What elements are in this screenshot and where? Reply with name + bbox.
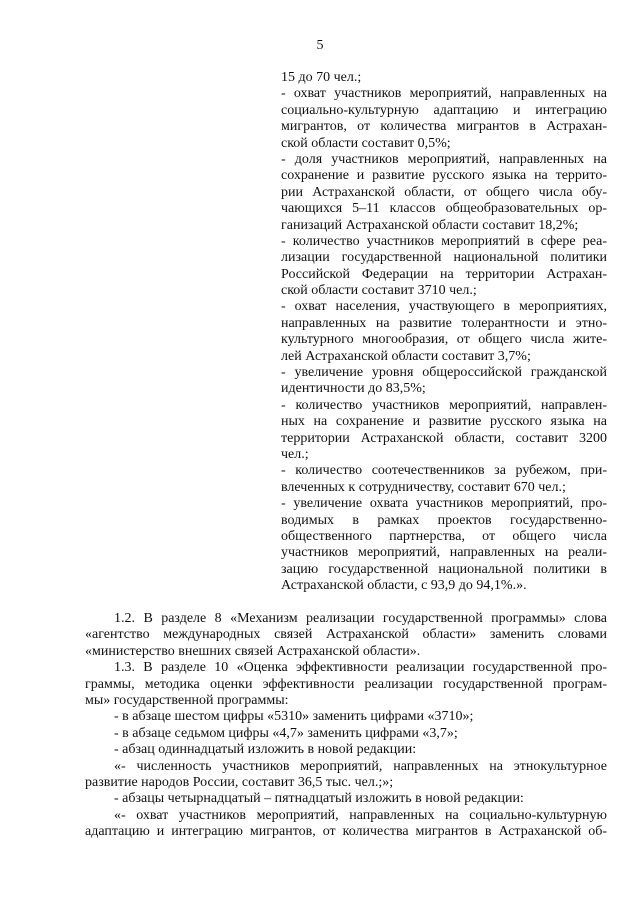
text-line: направленных на развитие толерантности и этно- <box>281 315 607 331</box>
text-line: лей Астраханской области составит 3,7%; <box>281 348 531 364</box>
text-line: участников мероприятий, направленных на реали- <box>281 545 607 561</box>
text-line: «- численность участников мероприятий, направленных на этнокультурное <box>114 758 607 774</box>
text-line: лизации государственной национальной политики <box>281 250 607 266</box>
text-line: 1.2. В разделе 8 «Механизм реализации государственной программы» слова <box>114 611 607 626</box>
text-line: Российской Федерации на территории Астрахан- <box>281 266 607 282</box>
text-line: - в абзаце шестом цифры «5310» заменить цифрами «3710»; <box>114 709 474 725</box>
text-line: сохранение и развитие русского языка на террито- <box>281 168 607 184</box>
text-line: - увеличение уровня общероссийской гражданской <box>281 365 607 381</box>
text-line: «- охват участников мероприятий, направленных на социально-культурную <box>114 807 607 823</box>
text-line: - количество участников мероприятий, направлен- <box>281 397 607 413</box>
text-line: ской области составит 3710 чел.; <box>281 283 477 299</box>
text-line: чел.; <box>281 446 309 462</box>
text-line: чающихся 5–11 классов общеобразовательных ор- <box>281 201 607 217</box>
text-line: Астраханской области, с 93,9 до 94,1%.». <box>281 578 527 594</box>
text-line: «министерство внешних связей Астраханской области». <box>85 643 421 659</box>
bullet-column <box>281 70 607 595</box>
text-line: - охват участников мероприятий, направленных на <box>281 86 607 102</box>
text-line: граммы, методика оценки эффективности реализации государственной програм- <box>85 676 607 692</box>
text-line: 15 до 70 чел.; <box>281 70 362 85</box>
page-number: 5 <box>316 38 324 53</box>
text-line: - в абзаце седьмом цифры «4,7» заменить цифрами «3,7»; <box>114 725 458 741</box>
text-line: - абзацы четырнадцатый – пятнадцатый изложить в новой редакции: <box>114 791 524 807</box>
text-line: культурного многообразия, от общего числа жите- <box>281 332 607 348</box>
text-line: территории Астраханской области, составит 3200 <box>281 430 607 446</box>
text-line: «агентство международных связей Астраханской области» заменить словами <box>85 627 607 643</box>
text-line: ской области составит 0,5%; <box>281 135 451 151</box>
text-line: ганизаций Астраханской области составит 18,2%; <box>281 217 579 233</box>
text-line: - количество соотечественников за рубежом, при- <box>281 463 607 479</box>
text-line: влеченных к сотрудничеству, составит 670 чел.; <box>281 479 566 495</box>
text-line: - количество участников мероприятий в сфере реа- <box>281 233 607 249</box>
amendments-section <box>85 611 607 840</box>
text-line: - абзац одиннадцатый изложить в новой редакции: <box>114 742 417 758</box>
text-line: водимых в рамках проектов государственно- <box>281 512 607 528</box>
text-line: адаптацию и интеграцию мигрантов, от количества мигрантов в Астраханской об- <box>85 824 607 840</box>
text-line: зацию государственной национальной политики в <box>281 561 607 577</box>
text-line: мигрантов, от количества мигрантов в Астрахан- <box>281 119 607 135</box>
text-line: социально-культурную адаптацию и интеграцию <box>281 102 607 118</box>
text-line: - охват населения, участвующего в мероприятиях, <box>281 299 607 315</box>
text-line: идентичности до 83,5%; <box>281 381 426 397</box>
text-line: - увеличение охвата участников мероприятий, про- <box>281 496 607 512</box>
text-line: общественного партнерства, от общего числа <box>281 528 607 544</box>
text-line: развитие народов России, составит 36,5 тыс. чел.;»; <box>85 774 394 790</box>
text-line: - доля участников мероприятий, направленных на <box>281 151 607 167</box>
text-line: рии Астраханской области, от общего числа обу- <box>281 184 607 200</box>
text-line: ных на сохранение и развитие русского языка на <box>281 414 607 430</box>
text-line: мы» государственной программы: <box>85 692 289 708</box>
text-line: 1.3. В разделе 10 «Оценка эффективности реализации государственной про- <box>114 660 607 676</box>
